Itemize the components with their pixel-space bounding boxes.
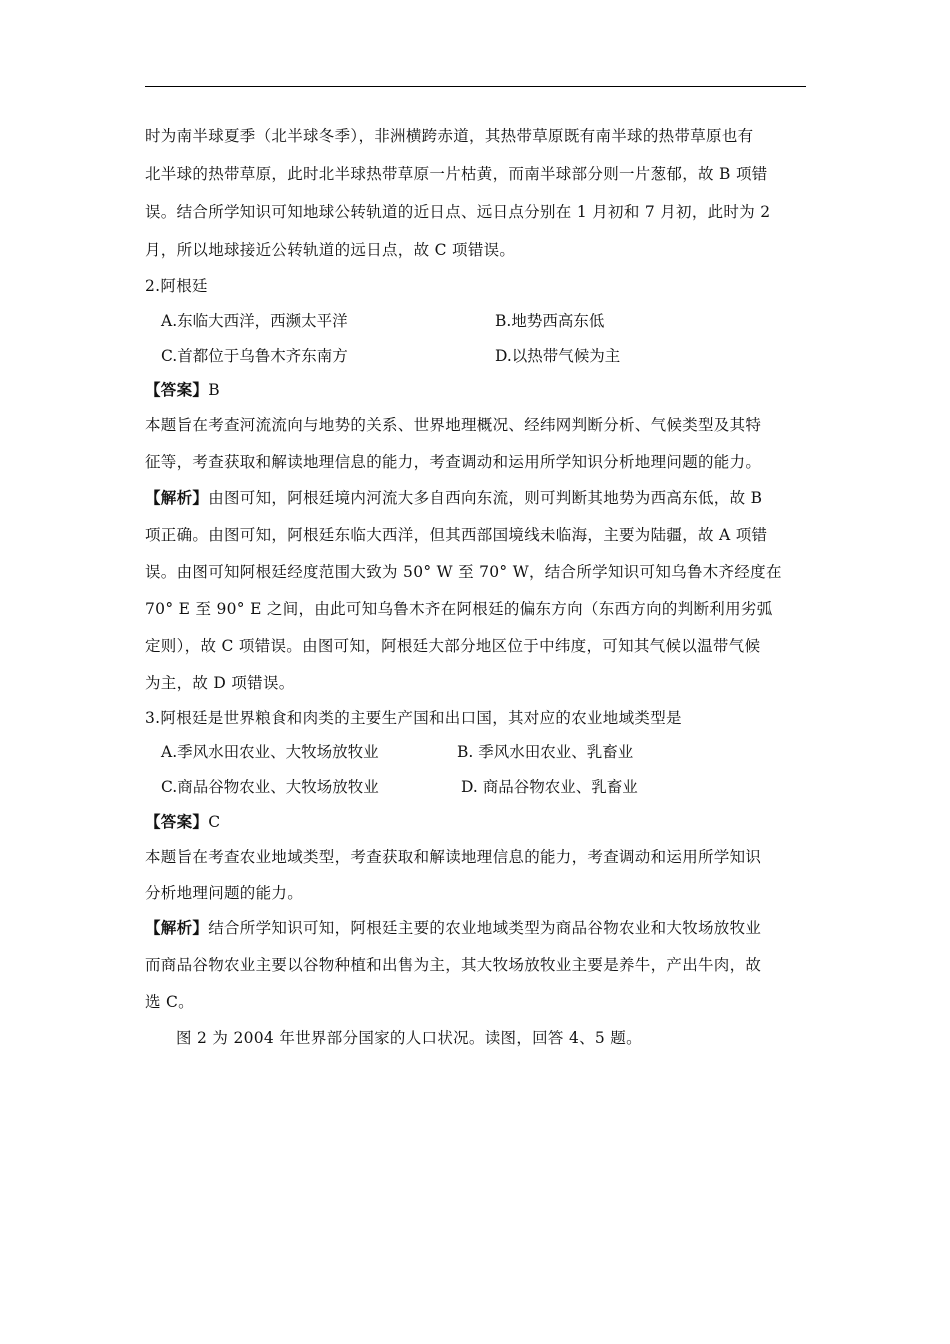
q2-analysis-line: 误。由图可知阿根廷经度范围大致为 50° W 至 70° W，结合所学知识可知乌鲁木齐经度在 — [145, 563, 782, 581]
q2-answer — [145, 380, 806, 400]
q3-option-a: A.季风水田农业、大牧场放牧业 — [161, 743, 379, 761]
analysis-text: 由图可知，阿根廷境内河流大多自西向东流，则可判断其地势为西高东低，故 B — [208, 489, 763, 507]
figure-intro: 图 2 为 2004 年世界部分国家的人口状况。读图，回答 4、5 题。 — [176, 1029, 642, 1047]
header-rule — [145, 86, 806, 87]
q3-option-b: B. 季风水田农业、乳畜业 — [457, 743, 634, 761]
analysis-tag: 【解析】 — [145, 918, 209, 937]
q3-aim-line: 分析地理问题的能力。 — [145, 884, 304, 902]
answer-tag: 【答案】 — [145, 380, 209, 399]
q3-option-c: C.商品谷物农业、大牧场放牧业 — [161, 778, 379, 796]
prev-explanation-line: 北半球的热带草原，此时北半球热带草原一片枯黄，而南半球部分则一片葱郁，故 B 项错 — [145, 165, 768, 183]
q2-option-c: C.首都位于乌鲁木齐东南方 — [161, 347, 348, 365]
q2-aim-line: 本题旨在考查河流流向与地势的关系、世界地理概况、经纬网判断分析、气候类型及其特 — [145, 416, 762, 434]
prev-explanation-line: 时为南半球夏季（北半球冬季），非洲横跨赤道，其热带草原既有南半球的热带草原也有 — [145, 127, 754, 145]
q3-answer — [145, 812, 806, 832]
q2-option-d: D.以热带气候为主 — [495, 347, 621, 365]
q2-analysis-line: 70° E 至 90° E 之间，由此可知乌鲁木齐在阿根廷的偏东方向（东西方向的判断利用劣弧 — [145, 600, 773, 618]
q2-analysis-line: 为主，故 D 项错误。 — [145, 674, 295, 692]
q2-analysis-line: 项正确。由图可知，阿根廷东临大西洋，但其西部国境线未临海，主要为陆疆，故 A 项错 — [145, 526, 768, 544]
q3-aim-line: 本题旨在考查农业地域类型，考查获取和解读地理信息的能力，考查调动和运用所学知识 — [145, 848, 762, 866]
q2-aim-line: 征等，考查获取和解读地理信息的能力，考查调动和运用所学知识分析地理问题的能力。 — [145, 453, 762, 471]
prev-explanation-line: 月，所以地球接近公转轨道的远日点，故 C 项错误。 — [145, 241, 516, 259]
q2-stem: 2.阿根廷 — [145, 277, 208, 295]
q2-analysis-line: 定则），故 C 项错误。由图可知，阿根廷大部分地区位于中纬度，可知其气候以温带气候 — [145, 637, 761, 655]
q3-analysis — [145, 918, 806, 938]
analysis-tag: 【解析】 — [145, 488, 209, 507]
q2-option-b: B.地势西高东低 — [495, 312, 605, 330]
q2-option-a: A.东临大西洋，西濒太平洋 — [161, 312, 348, 330]
q3-option-d: D. 商品谷物农业、乳畜业 — [461, 778, 638, 796]
q3-stem: 3.阿根廷是世界粮食和肉类的主要生产国和出口国，其对应的农业地域类型是 — [145, 709, 682, 727]
answer-tag: 【答案】 — [145, 812, 209, 831]
q3-analysis-line: 而商品谷物农业主要以谷物种植和出售为主，其大牧场放牧业主要是养牛，产出牛肉，故 — [145, 956, 762, 974]
answer-value: B — [208, 381, 220, 399]
q3-analysis-line: 选 C。 — [145, 993, 194, 1011]
answer-value: C — [208, 813, 221, 831]
q2-analysis — [145, 488, 806, 508]
analysis-text: 结合所学知识可知，阿根廷主要的农业地域类型为商品谷物农业和大牧场放牧业 — [208, 919, 762, 937]
prev-explanation-line: 误。结合所学知识可知地球公转轨道的近日点、远日点分别在 1 月初和 7 月初，此时为 2 — [145, 203, 771, 221]
